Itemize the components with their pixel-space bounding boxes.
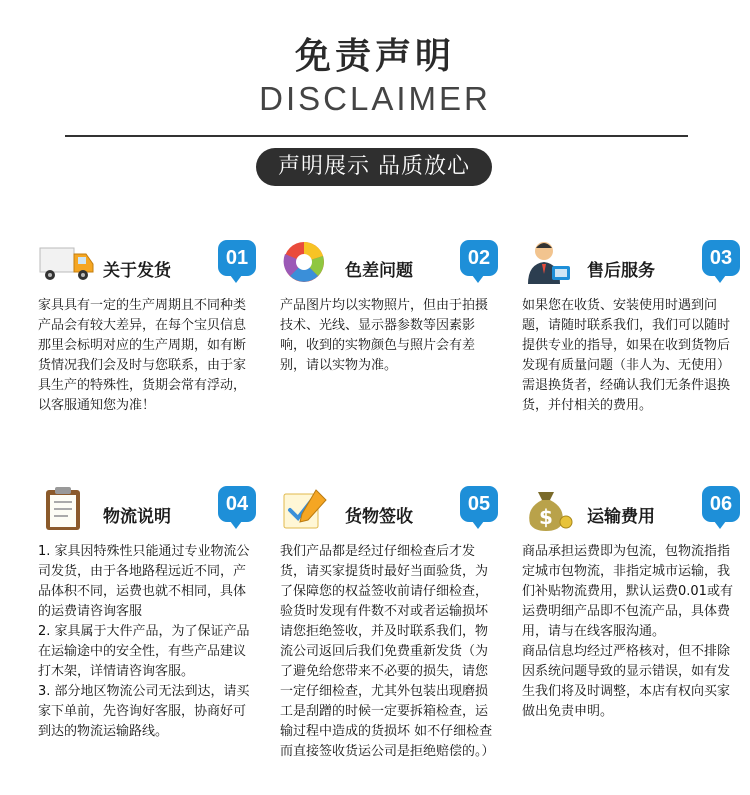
number-badge: 02 (460, 240, 498, 276)
card-title: 物流说明 (103, 507, 171, 527)
card-freight (522, 486, 742, 722)
number-badge: 03 (702, 240, 740, 276)
svg-text:$: $ (539, 505, 553, 529)
card-title: 售后服务 (587, 261, 655, 281)
number-badge: 04 (218, 486, 256, 522)
divider (65, 135, 688, 137)
service-person-icon (522, 240, 580, 286)
card-title: 关于发货 (103, 261, 171, 281)
card-text: 家具具有一定的生产周期且不同种类产品会有较大差异，在每个宝贝信息那里会标明对应的生产周期，如有断货情况我们会及时与您联系，由于家具生产的特殊性，货期会常有浮动，以客服通知您为准！ (38, 298, 247, 413)
number-badge: 05 (460, 486, 498, 522)
number-badge: 01 (218, 240, 256, 276)
truck-icon (38, 240, 96, 286)
page-title: 免责声明 (294, 36, 455, 77)
card-text: 我们产品都是经过仔细检查后才发货，请买家提货时最好当面验货，为了保障您的权益签收前请仔细检查，验货时发现有件数不对或者运输损坏请您拒绝签收，并及时联系我们，物流公司返回后我们免费重新发货（为了避免给您带来不必要的损失，请您一定仔细检查，尤其外包装出现磨损工是刮蹭的时候一定要拆箱检查，运输过程中造成的货损坏 如不仔细检查而直接签收货运公司是拒绝赔偿的。） (280, 544, 495, 759)
sign-pen-icon (280, 486, 338, 532)
page-subtitle: DISCLAIMER (259, 80, 491, 117)
card-logistics (38, 486, 258, 742)
card-title: 运输费用 (587, 507, 655, 527)
card-text: 1. 家具因特殊性只能通过专业物流公司发货，由于各地路程远近不同，产品体积不同，运费也就不相同，具体的运费请咨询客服 2. 家具属于大件产品，为了保证产品在运输途中的安全性，有些产品建议打木架，详情请咨询客服。 3. 部分地区物流公司无法到达，请买家下单前，先咨询好客服，协商好可到达的物流运输路线。 (38, 544, 250, 739)
color-wheel-icon (280, 240, 338, 286)
money-bag-icon (522, 486, 580, 532)
card-text: 商品承担运费即为包流，包物流指指定城市包物流，非指定城市运输，我们补贴物流费用，默认运费0.01或有运费明细产品即不包流产品，具体费用，请与在线客服沟通。 商品信息均经过严格核对，但不排除因系统问题导致的显示错误，如有发生我们将及时调整，本店有权向买家做出免责申明。 (522, 544, 733, 719)
card-text: 产品图片均以实物照片，但由于拍摄技术、光线、显示器参数等因素影响，收到的实物颜色与照片会有差别，请以实物为准。 (280, 298, 489, 373)
card-title: 货物签收 (345, 507, 413, 527)
banner-pill: 声明展示 品质放心 (256, 148, 492, 186)
card-after-sales (522, 240, 742, 416)
card-shipping (38, 240, 258, 416)
card-title: 色差问题 (345, 261, 413, 281)
card-text: 如果您在收货、安装使用时遇到问题，请随时联系我们，我们可以随时提供专业的指导，如果在收到货物后发现有质量问题（非人为、无使用）需退换货者，经确认我们无条件退换货，并付相关的费用。 (522, 298, 731, 413)
card-color-difference (280, 240, 500, 376)
number-badge: 06 (702, 486, 740, 522)
card-receipt (280, 486, 500, 762)
clipboard-icon (38, 486, 96, 532)
